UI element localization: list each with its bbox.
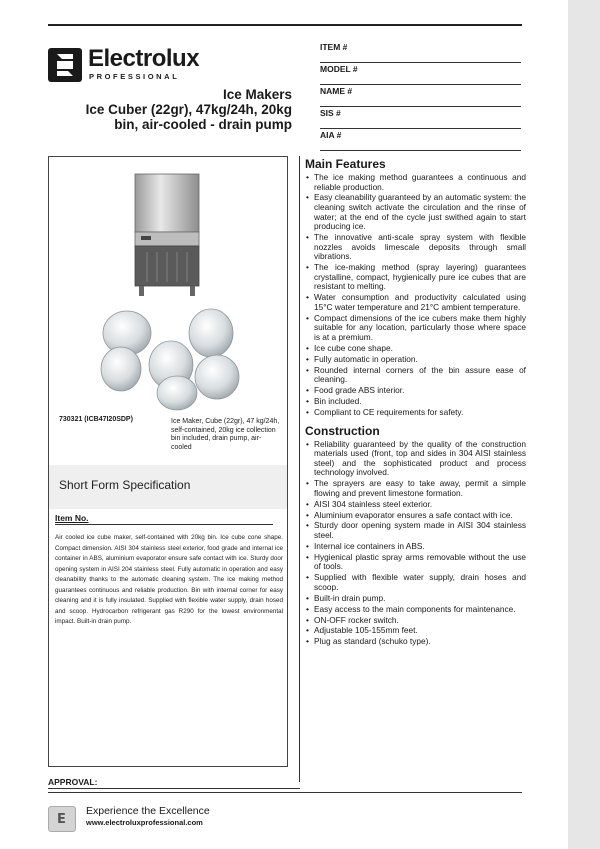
product-code: 730321 (ICB47I20SDP) (59, 416, 133, 423)
list-item: • Adjustable 105-155mm feet. (305, 626, 526, 636)
bottom-rule (48, 792, 522, 793)
construction-list (305, 440, 526, 647)
list-item: • ON-OFF rocker switch. (305, 616, 526, 626)
list-item: • Rounded internal corners of the bin assure ease of cleaning. (305, 366, 526, 385)
list-item: • Built-in drain pump. (305, 594, 526, 604)
list-item: • The ice-making method (spray layering) guarantees crystalline, compact, hygienically pure ice cubes that are resistant to melting. (305, 263, 526, 292)
list-item: • Plug as standard (schuko type). (305, 637, 526, 647)
column-divider (299, 156, 300, 782)
list-item: • The innovative anti-scale spray system with flexible nozzles avoids limescale deposits through small vibrations. (305, 233, 526, 262)
list-item: • The ice making method guarantees a continuous and reliable production. (305, 173, 526, 192)
sis-field[interactable]: SIS # (320, 107, 521, 129)
footer-logo-icon: E (48, 806, 76, 832)
main-features-heading: Main Features (305, 157, 386, 171)
short-form-header (49, 465, 287, 509)
list-item: • Supplied with flexible water supply, drain hoses and scoop. (305, 573, 526, 592)
ice-maker-image (133, 172, 203, 298)
short-form-text: Air cooled ice cube maker, self-contained with 20kg bin. Ice cube cone shape. Compact dimension. AISI 304 stainless steel exterior, food grade and internal ice container in ABS, aluminium evaporator ensure safe contact with ice. Sturdy door opening system in AISI 204 stainless steel. Fully automatic in operation and easy cleanability thanks to the automatic cleaning system. The ice making method guarantees continuous and reliable production. Bin with internal corner for easy cleaning and it is fully insulated. Supplied with flexible water supply, drain hosed and scoop. Hydrocarbon refrigerant gas R290 for the lowest environmental impact. Built-in drain pump. (55, 534, 283, 625)
features-column (305, 157, 526, 648)
approval-field[interactable]: APPROVAL: (48, 777, 300, 789)
list-item: • Fully automatic in operation. (305, 355, 526, 365)
name-field[interactable]: NAME # (320, 85, 521, 107)
list-item: • Internal ice containers in ABS. (305, 542, 526, 552)
short-form-title: Short Form Specification (59, 478, 191, 492)
side-strip (568, 0, 600, 849)
main-features-list (305, 173, 526, 418)
title-line-3: bin, air-cooled - drain pump (114, 117, 292, 132)
list-item: • Sturdy door opening system made in AISI 304 stainless steel. (305, 521, 526, 540)
list-item: • The sprayers are easy to take away, permit a simple flowing and prevent limestone formation. (305, 479, 526, 498)
list-item: • AISI 304 stainless steel exterior. (305, 500, 526, 510)
title-line-2: Ice Cuber (22gr), 47kg/24h, 20kg (85, 102, 292, 117)
list-item: • Easy cleanability guaranteed by an automatic system: the cleaning switch activate the circulation and the rinse of water; at the end of the cycle just swithed again to start producing ice. (305, 193, 526, 231)
construction-heading: Construction (305, 423, 380, 438)
product-panel (48, 156, 288, 767)
list-item: • Water consumption and productivity calculated using 15°C water temperature and 21°C ambient temperature. (305, 293, 526, 312)
list-item: • Hygienical plastic spray arms removable without the use of tools. (305, 553, 526, 572)
brand-logo (48, 45, 208, 84)
list-item: • Compact dimensions of the ice cubers make them highly suitable for any location, particularly those where space is at a premium. (305, 314, 526, 343)
list-item: • Easy access to the main components for maintenance. (305, 605, 526, 615)
electrolux-logo-icon (48, 48, 82, 82)
model-field[interactable]: MODEL # (320, 63, 521, 85)
list-item: • Food grade ABS interior. (305, 386, 526, 396)
list-item: • Bin included. (305, 397, 526, 407)
title-line-1: Ice Makers (222, 87, 292, 102)
footer-url[interactable]: www.electroluxprofessional.com (86, 818, 203, 827)
brand-name: Electrolux (88, 45, 200, 72)
approval-fields (320, 41, 521, 151)
product-title (32, 87, 292, 132)
footer-tagline: Experience the Excellence (86, 805, 210, 817)
item-field[interactable]: ITEM # (320, 41, 521, 63)
list-item: • Aluminium evaporator ensures a safe contact with ice. (305, 511, 526, 521)
product-description: Ice Maker, Cube (22gr), 47 kg/24h, self-contained, 20kg ice collection bin included, drain pump, air-cooled (171, 418, 280, 451)
brand-sub: PROFESSIONAL (89, 72, 180, 81)
list-item: • Reliability guaranteed by the quality of the construction materials used (front, top and sides in 304 AISI stainless steel) and the sophisticated product and process technology involved. (305, 440, 526, 478)
list-item: • Compliant to CE requirements for safety. (305, 408, 526, 418)
list-item: • Ice cube cone shape. (305, 344, 526, 354)
item-no-field[interactable]: Item No. (55, 513, 273, 525)
aia-field[interactable]: AIA # (320, 129, 521, 151)
top-rule (48, 24, 522, 26)
ice-cubes-image (99, 307, 244, 412)
